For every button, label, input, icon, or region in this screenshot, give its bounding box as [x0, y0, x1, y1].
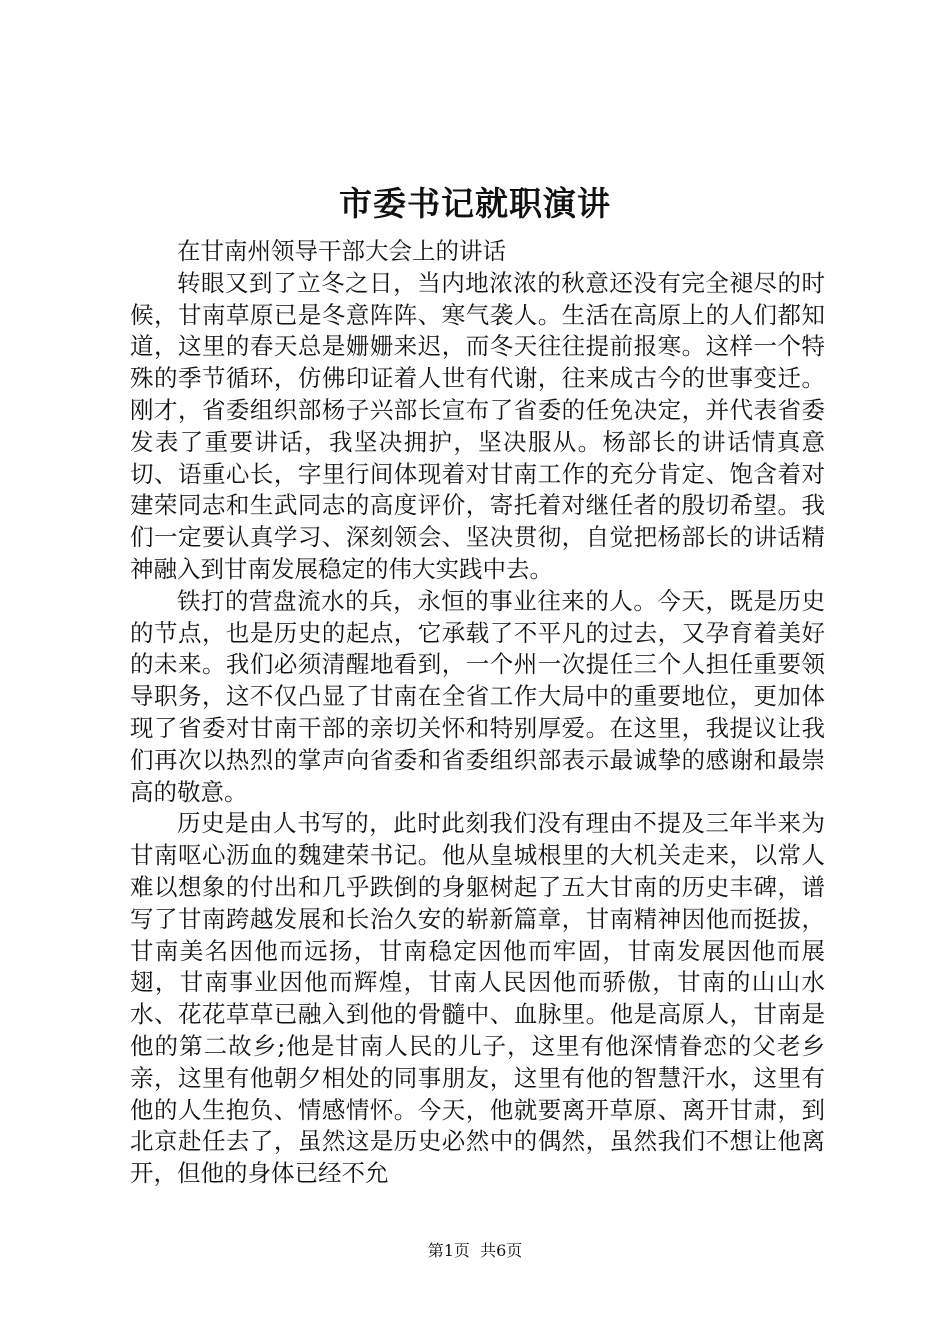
- footer-spacer: [470, 1241, 480, 1260]
- document-body: [130, 236, 825, 1190]
- document-title: 市委书记就职演讲: [339, 184, 611, 223]
- page-number: 第1页: [427, 1241, 470, 1260]
- subtitle-paragraph: 在甘南州领导干部大会上的讲话: [177, 237, 506, 265]
- paragraph: 转眼又到了立冬之日，当内地浓浓的秋意还没有完全褪尽的时候，甘南草原已是冬意阵阵、寒气袭人。生活在高原上的人们都知道，这里的春天总是姗姗来迟，而冬天往往提前报寒。这样一个特殊的季节循环，仿佛印证着人世有代谢，往来成古今的世事变迁。刚才，省委组织部杨子兴部长宣布了省委的任免决定，并代表省委发表了重要讲话，我坚决拥护，坚决服从。杨部长的讲话情真意切、语重心长，字里行间体现着对甘南工作的充分肯定、饱含着对建荣同志和生武同志的高度评价，寄托着对继任者的殷切希望。我们一定要认真学习、深刻领会、坚决贯彻，自觉把杨部长的讲话精神融入到甘南发展稳定的伟大实践中去。: [130, 268, 825, 583]
- page-footer: [0, 1240, 950, 1262]
- paragraph: 历史是由人书写的，此时此刻我们没有理由不提及三年半来为甘南呕心沥血的魏建荣书记。他从皇城根里的大机关走来，以常人难以想象的付出和几乎跌倒的身躯树起了五大甘南的历史丰碑，谱写了甘南跨越发展和长治久安的崭新篇章，甘南精神因他而挺拔，甘南美名因他而远扬，甘南稳定因他而牢固，甘南发展因他而展翅，甘南事业因他而辉煌，甘南人民因他而骄傲，甘南的山山水水、花花草草已融入到他的骨髓中、血脉里。他是高原人，甘南是他的第二故乡;他是甘南人民的儿子，这里有他深情眷恋的父老乡亲，这里有他朝夕相处的同事朋友，这里有他的智慧汗水，这里有他的人生抱负、情感情怀。今天，他就要离开草原、离开甘肃，到北京赴任去了，虽然这是历史必然中的偶然，虽然我们不想让他离开，但他的身体已经不允: [130, 809, 825, 1188]
- paragraph: 铁打的营盘流水的兵，永恒的事业往来的人。今天，既是历史的节点，也是历史的起点，它承载了不平凡的过去，又孕育着美好的未来。我们必须清醒地看到，一个州一次提任三个人担任重要领导职务，这不仅凸显了甘南在全省工作大局中的重要地位，更加体现了省委对甘南干部的亲切关怀和特别厚爱。在这里，我提议让我们再次以热烈的掌声向省委和省委组织部表示最诚挚的感谢和最崇高的敬意。: [130, 586, 825, 806]
- page-total: 共6页: [480, 1241, 523, 1260]
